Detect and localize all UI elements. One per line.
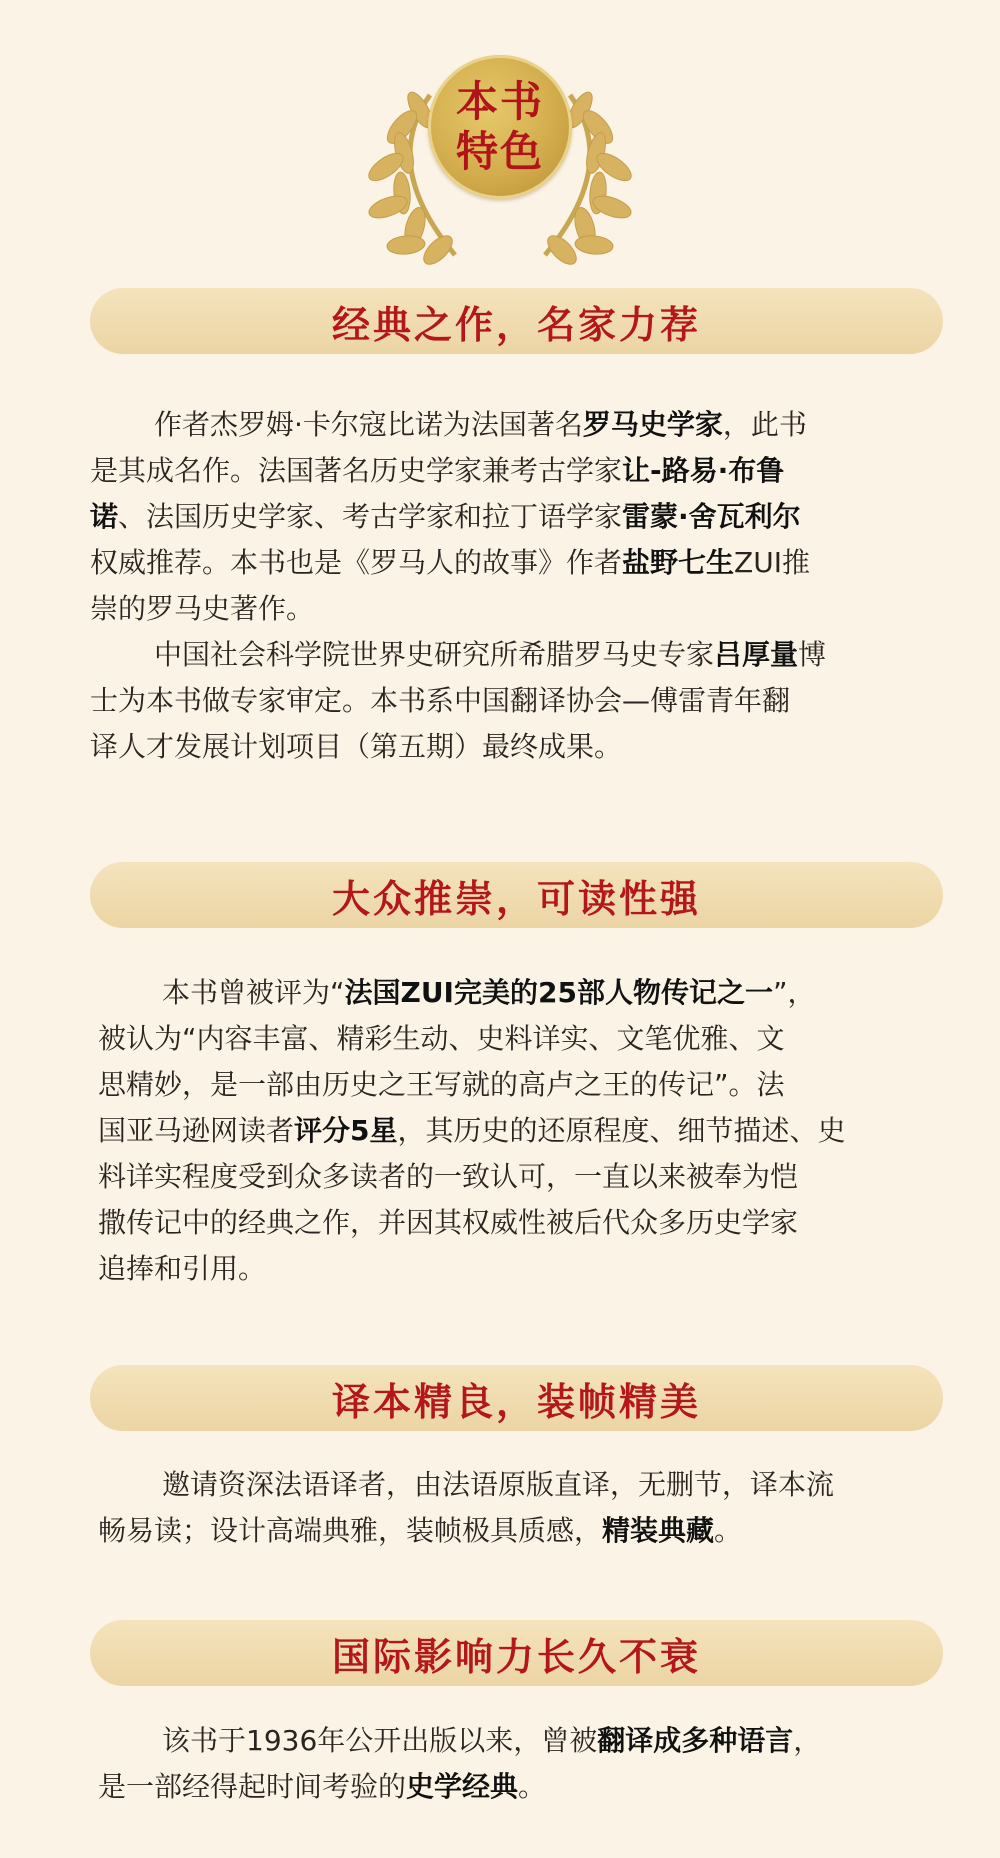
section-2-body [98, 970, 928, 1292]
medal-title-line-1: 本书 [455, 77, 544, 126]
text-line: 中国社会科学院世界史研究所希腊罗马史专家吕厚量博 [154, 638, 827, 671]
text-line: 被认为“内容丰富、精彩生动、史料详实、文笔优雅、文 [98, 1022, 785, 1055]
text-line: 崇的罗马史著作。 [90, 592, 315, 625]
section-header-3 [90, 1365, 943, 1431]
text-line: 作者杰罗姆·卡尔寇比诺为法国著名罗马史学家，此书 [154, 408, 807, 441]
text-line: 追捧和引用。 [98, 1252, 267, 1285]
text-line: 料详实程度受到众多读者的一致认可，一直以来被奉为恺 [98, 1160, 799, 1193]
feature-medallion [360, 55, 640, 265]
section-header-1 [90, 288, 943, 354]
section-header-4 [90, 1620, 943, 1686]
section-title: 国际影响力长久不衰 [331, 1633, 701, 1679]
text-line: 诺、法国历史学家、考古学家和拉丁语学家雷蒙·舍瓦利尔 [90, 500, 801, 533]
text-line: 译人才发展计划项目（第五期）最终成果。 [90, 730, 623, 763]
text-line: 畅易读；设计高端典雅，装帧极具质感，精装典藏。 [98, 1514, 743, 1547]
text-line: 该书于1936年公开出版以来，曾被翻译成多种语言， [162, 1724, 822, 1757]
section-title: 经典之作，名家力荐 [331, 301, 701, 347]
section-header-2 [90, 862, 943, 928]
section-4-body [98, 1718, 928, 1810]
medal-badge [428, 55, 572, 199]
text-line: 是一部经得起时间考验的史学经典。 [98, 1770, 547, 1803]
text-line: 士为本书做专家审定。本书系中国翻译协会—傅雷青年翻 [90, 684, 791, 717]
section-title: 大众推崇，可读性强 [331, 875, 701, 921]
text-line: 撒传记中的经典之作，并因其权威性被后代众多历史学家 [98, 1206, 799, 1239]
section-3-body [98, 1462, 928, 1554]
text-line: 国亚马逊网读者评分5星，其历史的还原程度、细节描述、史 [98, 1114, 846, 1147]
section-title: 译本精良，装帧精美 [331, 1378, 701, 1424]
text-line: 权威推荐。本书也是《罗马人的故事》作者盐野七生ZUI推 [90, 546, 810, 579]
text-line: 本书曾被评为“法国ZUI完美的25部人物传记之一”， [162, 976, 816, 1009]
text-line: 是其成名作。法国著名历史学家兼考古学家让-路易·布鲁 [90, 454, 785, 487]
section-1-body [90, 402, 930, 770]
text-line: 邀请资深法语译者，由法语原版直译，无删节，译本流 [162, 1468, 835, 1501]
text-line: 思精妙，是一部由历史之王写就的高卢之王的传记”。法 [98, 1068, 785, 1101]
medal-title-line-2: 特色 [455, 127, 544, 176]
